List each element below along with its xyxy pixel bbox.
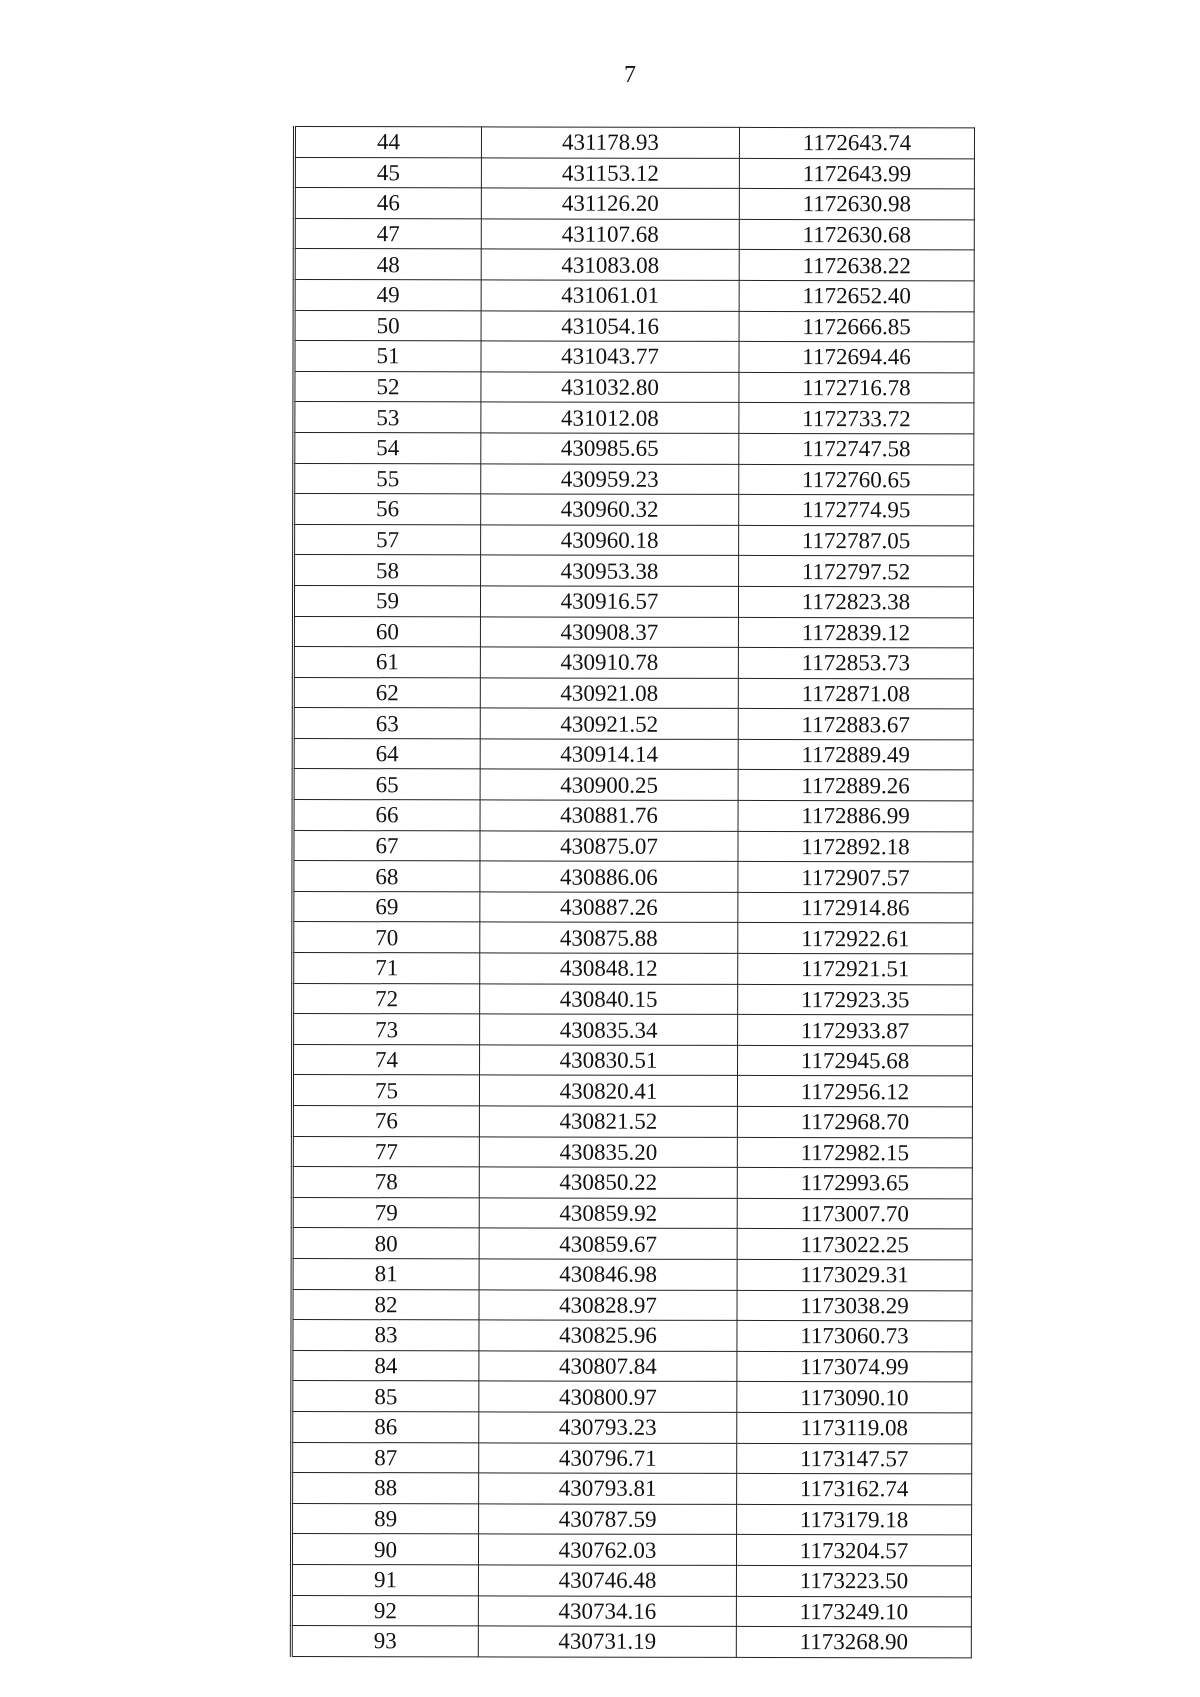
point-number-cell: 45: [294, 157, 481, 188]
table-row: [293, 677, 973, 709]
table-row: [293, 861, 973, 893]
y-coordinate-cell: 1172883.67: [738, 709, 973, 740]
y-coordinate-cell: 1173204.57: [736, 1535, 971, 1566]
table-row: [292, 1350, 972, 1382]
table-row: [293, 922, 973, 954]
table-row: [292, 1167, 972, 1199]
x-coordinate-cell: 430916.57: [480, 586, 738, 617]
table-row: [294, 188, 974, 220]
table-row: [294, 463, 974, 495]
x-coordinate-cell: 430796.71: [479, 1442, 737, 1473]
y-coordinate-cell: 1172982.15: [737, 1137, 972, 1168]
x-coordinate-cell: 431153.12: [481, 157, 739, 188]
y-coordinate-cell: 1173147.57: [737, 1443, 972, 1474]
table-row: [293, 830, 973, 862]
x-coordinate-cell: 430914.14: [480, 739, 738, 770]
y-coordinate-cell: 1173038.29: [737, 1290, 972, 1321]
point-number-cell: 54: [294, 432, 481, 463]
x-coordinate-cell: 430921.08: [480, 678, 738, 709]
table-row: [293, 616, 973, 648]
point-number-cell: 52: [294, 371, 481, 402]
table-row: [291, 1534, 971, 1566]
point-number-cell: 64: [293, 738, 480, 769]
table-row: [291, 1564, 971, 1596]
y-coordinate-cell: 1172907.57: [738, 862, 973, 893]
table-row: [292, 1228, 972, 1260]
table-row: [292, 1289, 972, 1321]
y-coordinate-cell: 1173162.74: [737, 1474, 972, 1505]
y-coordinate-cell: 1173022.25: [737, 1229, 972, 1260]
point-number-cell: 63: [293, 708, 480, 739]
point-number-cell: 73: [293, 1014, 480, 1045]
table-row: [294, 524, 974, 556]
point-number-cell: 47: [294, 218, 481, 249]
point-number-cell: 76: [292, 1106, 479, 1137]
point-number-cell: 83: [292, 1320, 479, 1351]
x-coordinate-cell: 430848.12: [480, 953, 738, 984]
point-number-cell: 91: [291, 1564, 478, 1595]
point-number-cell: 81: [292, 1258, 479, 1289]
table-row: [294, 494, 974, 526]
x-coordinate-cell: 430731.19: [478, 1626, 736, 1657]
x-coordinate-cell: 430960.32: [481, 494, 739, 525]
y-coordinate-cell: 1172889.26: [738, 770, 973, 801]
point-number-cell: 60: [293, 616, 480, 647]
y-coordinate-cell: 1172787.05: [739, 525, 974, 556]
y-coordinate-cell: 1172630.68: [739, 219, 974, 250]
x-coordinate-cell: 430793.23: [479, 1412, 737, 1443]
table-row: [294, 279, 974, 311]
y-coordinate-cell: 1172643.99: [739, 158, 974, 189]
x-coordinate-cell: 430734.16: [478, 1595, 736, 1626]
x-coordinate-cell: 431061.01: [481, 280, 739, 311]
table-row: [293, 1014, 973, 1046]
y-coordinate-cell: 1173223.50: [736, 1565, 971, 1596]
x-coordinate-cell: 431032.80: [481, 372, 739, 403]
x-coordinate-cell: 430821.52: [479, 1106, 737, 1137]
point-number-cell: 50: [294, 310, 481, 341]
x-coordinate-cell: 430887.26: [480, 892, 738, 923]
point-number-cell: 51: [294, 341, 481, 372]
y-coordinate-cell: 1173007.70: [737, 1198, 972, 1229]
x-coordinate-cell: 431012.08: [481, 402, 739, 433]
y-coordinate-cell: 1172993.65: [737, 1168, 972, 1199]
point-number-cell: 55: [294, 463, 481, 494]
y-coordinate-cell: 1172933.87: [738, 1015, 973, 1046]
page-number: 7: [624, 62, 636, 88]
y-coordinate-cell: 1172630.98: [739, 189, 974, 220]
y-coordinate-cell: 1172643.74: [739, 127, 974, 158]
point-number-cell: 46: [294, 188, 481, 219]
point-number-cell: 74: [293, 1044, 480, 1075]
x-coordinate-cell: 430960.18: [481, 525, 739, 556]
y-coordinate-cell: 1172797.52: [739, 556, 974, 587]
y-coordinate-cell: 1172747.58: [739, 433, 974, 464]
y-coordinate-cell: 1172823.38: [738, 586, 973, 617]
point-number-cell: 48: [294, 249, 481, 280]
table-row: [293, 800, 973, 832]
table-row: [293, 708, 973, 740]
x-coordinate-cell: 430953.38: [481, 555, 739, 586]
table-row: [294, 310, 974, 342]
x-coordinate-cell: 430985.65: [481, 433, 739, 464]
point-number-cell: 67: [293, 830, 480, 861]
y-coordinate-cell: 1172716.78: [739, 372, 974, 403]
table-row: [294, 218, 974, 250]
y-coordinate-cell: 1172853.73: [738, 648, 973, 679]
table-row: [292, 1381, 972, 1413]
table-row: [292, 1106, 972, 1138]
y-coordinate-cell: 1173179.18: [737, 1504, 972, 1535]
x-coordinate-cell: 430859.92: [479, 1198, 737, 1229]
table-row: [293, 1044, 973, 1076]
x-coordinate-cell: 430886.06: [480, 861, 738, 892]
x-coordinate-cell: 430835.20: [479, 1136, 737, 1167]
y-coordinate-cell: 1172922.61: [738, 923, 973, 954]
y-coordinate-cell: 1172733.72: [739, 403, 974, 434]
y-coordinate-cell: 1172914.86: [738, 892, 973, 923]
table-row: [294, 341, 974, 373]
point-number-cell: 79: [292, 1197, 479, 1228]
x-coordinate-cell: 431178.93: [481, 127, 739, 158]
table-row: [293, 738, 973, 770]
point-number-cell: 66: [293, 800, 480, 831]
y-coordinate-cell: 1172968.70: [737, 1106, 972, 1137]
y-coordinate-cell: 1173119.08: [737, 1412, 972, 1443]
y-coordinate-cell: 1173060.73: [737, 1321, 972, 1352]
x-coordinate-cell: 430875.07: [480, 831, 738, 862]
point-number-cell: 61: [293, 647, 480, 678]
table-row: [294, 555, 974, 587]
y-coordinate-cell: 1172652.40: [739, 280, 974, 311]
table-row: [294, 249, 974, 281]
table-row: [293, 983, 973, 1015]
y-coordinate-cell: 1172774.95: [739, 495, 974, 526]
x-coordinate-cell: 430900.25: [480, 769, 738, 800]
point-number-cell: 80: [292, 1228, 479, 1259]
y-coordinate-cell: 1172921.51: [738, 953, 973, 984]
y-coordinate-cell: 1172839.12: [738, 617, 973, 648]
point-number-cell: 72: [293, 983, 480, 1014]
point-number-cell: 44: [294, 127, 481, 158]
y-coordinate-cell: 1172945.68: [738, 1045, 973, 1076]
x-coordinate-cell: 430910.78: [480, 647, 738, 678]
table-row: [292, 1503, 972, 1535]
table-row: [293, 647, 973, 679]
x-coordinate-cell: 430959.23: [481, 463, 739, 494]
point-number-cell: 70: [293, 922, 480, 953]
point-number-cell: 53: [294, 402, 481, 433]
x-coordinate-cell: 431054.16: [481, 310, 739, 341]
y-coordinate-cell: 1173074.99: [737, 1351, 972, 1382]
table-row: [292, 1197, 972, 1229]
point-number-cell: 57: [294, 524, 481, 555]
table-row: [292, 1136, 972, 1168]
x-coordinate-cell: 430828.97: [479, 1289, 737, 1320]
table-row: [292, 1258, 972, 1290]
x-coordinate-cell: 430850.22: [479, 1167, 737, 1198]
x-coordinate-cell: 430800.97: [479, 1381, 737, 1412]
point-number-cell: 62: [293, 677, 480, 708]
table-row: [294, 157, 974, 189]
x-coordinate-cell: 430875.88: [480, 922, 738, 953]
point-number-cell: 68: [293, 861, 480, 892]
x-coordinate-cell: 430881.76: [480, 800, 738, 831]
point-number-cell: 88: [292, 1473, 479, 1504]
point-number-cell: 87: [292, 1442, 479, 1473]
x-coordinate-cell: 430825.96: [479, 1320, 737, 1351]
y-coordinate-cell: 1172871.08: [738, 678, 973, 709]
x-coordinate-cell: 431126.20: [481, 188, 739, 219]
point-number-cell: 58: [294, 555, 481, 586]
x-coordinate-cell: 430830.51: [480, 1045, 738, 1076]
y-coordinate-cell: 1173249.10: [736, 1596, 971, 1627]
point-number-cell: 49: [294, 279, 481, 310]
x-coordinate-cell: 430793.81: [479, 1473, 737, 1504]
table-row: [293, 585, 973, 617]
table-row: [294, 432, 974, 464]
y-coordinate-cell: 1172666.85: [739, 311, 974, 342]
x-coordinate-cell: 430762.03: [478, 1534, 736, 1565]
x-coordinate-cell: 430746.48: [478, 1565, 736, 1596]
point-number-cell: 93: [291, 1626, 478, 1657]
coordinate-table: [290, 126, 975, 1658]
x-coordinate-cell: 431043.77: [481, 341, 739, 372]
point-number-cell: 77: [292, 1136, 479, 1167]
point-number-cell: 65: [293, 769, 480, 800]
x-coordinate-cell: 431083.08: [481, 249, 739, 280]
table-row: [291, 1595, 971, 1627]
table-row: [292, 1320, 972, 1352]
table-row: [293, 891, 973, 923]
y-coordinate-cell: 1172694.46: [739, 342, 974, 373]
x-coordinate-cell: 431107.68: [481, 219, 739, 250]
y-coordinate-cell: 1172760.65: [739, 464, 974, 495]
table-row: [292, 1075, 972, 1107]
coordinate-table-body: [291, 127, 974, 1658]
table-row: [294, 402, 974, 434]
x-coordinate-cell: 430921.52: [480, 708, 738, 739]
point-number-cell: 84: [292, 1350, 479, 1381]
point-number-cell: 85: [292, 1381, 479, 1412]
y-coordinate-cell: 1173268.90: [736, 1627, 971, 1658]
point-number-cell: 86: [292, 1411, 479, 1442]
point-number-cell: 56: [294, 494, 481, 525]
table-row: [293, 769, 973, 801]
table-row: [293, 953, 973, 985]
y-coordinate-cell: 1172886.99: [738, 800, 973, 831]
x-coordinate-cell: 430908.37: [480, 616, 738, 647]
point-number-cell: 90: [291, 1534, 478, 1565]
point-number-cell: 89: [292, 1503, 479, 1534]
x-coordinate-cell: 430840.15: [480, 984, 738, 1015]
y-coordinate-cell: 1173029.31: [737, 1259, 972, 1290]
table-row: [294, 127, 974, 159]
y-coordinate-cell: 1173090.10: [737, 1382, 972, 1413]
table-row: [292, 1411, 972, 1443]
y-coordinate-cell: 1172956.12: [737, 1076, 972, 1107]
point-number-cell: 59: [293, 585, 480, 616]
point-number-cell: 71: [293, 953, 480, 984]
x-coordinate-cell: 430846.98: [479, 1259, 737, 1290]
point-number-cell: 75: [292, 1075, 479, 1106]
point-number-cell: 92: [291, 1595, 478, 1626]
point-number-cell: 69: [293, 891, 480, 922]
x-coordinate-cell: 430859.67: [479, 1228, 737, 1259]
point-number-cell: 82: [292, 1289, 479, 1320]
table-row: [291, 1626, 971, 1658]
y-coordinate-cell: 1172638.22: [739, 250, 974, 281]
x-coordinate-cell: 430807.84: [479, 1351, 737, 1382]
x-coordinate-cell: 430820.41: [479, 1075, 737, 1106]
x-coordinate-cell: 430787.59: [479, 1504, 737, 1535]
table-row: [292, 1442, 972, 1474]
y-coordinate-cell: 1172889.49: [738, 739, 973, 770]
y-coordinate-cell: 1172923.35: [738, 984, 973, 1015]
table-row: [292, 1473, 972, 1505]
table-row: [294, 371, 974, 403]
point-number-cell: 78: [292, 1167, 479, 1198]
y-coordinate-cell: 1172892.18: [738, 831, 973, 862]
x-coordinate-cell: 430835.34: [480, 1014, 738, 1045]
